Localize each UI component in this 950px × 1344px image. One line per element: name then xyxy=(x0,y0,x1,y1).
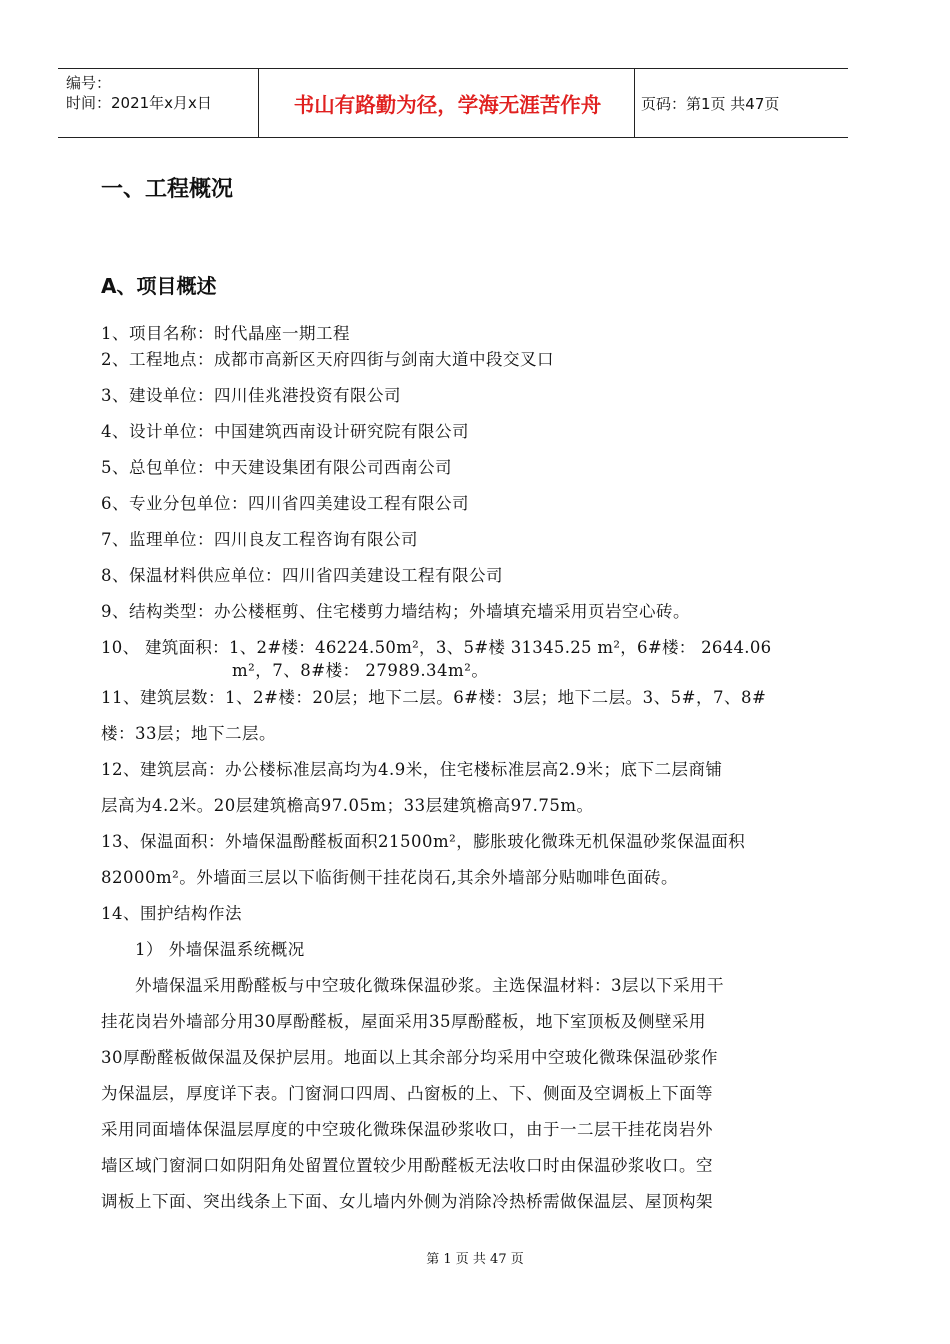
text-line: 为保温层，厚度详下表。门窗洞口四周、凸窗板的上、下、侧面及空调板上下面等 xyxy=(101,1084,713,1103)
text-line: 墙区域门窗洞口如阴阳角处留置位置较少用酚醛板无法收口时由保温砂浆收口。空 xyxy=(101,1156,713,1175)
number-label: 编号： xyxy=(66,74,112,92)
text-line: 2、工程地点：成都市高新区天府四街与剑南大道中段交叉口 xyxy=(101,350,554,369)
text-line: 11、建筑层数：1、2#楼：20层；地下二层。6#楼：3层；地下二层。3、5#，7、8# xyxy=(101,688,767,707)
header-page-info: 页码：第1页 共47页 xyxy=(641,94,780,113)
text-line: 5、总包单位：中天建设集团有限公司西南公司 xyxy=(101,458,452,477)
page-footer: 第 1 页 共 47 页 xyxy=(426,1252,524,1267)
text-line: 1） 外墙保温系统概况 xyxy=(135,940,305,959)
text-line: 1、项目名称：时代晶座一期工程 xyxy=(101,324,350,343)
header-motto: 书山有路勤为径，学海无涯苦作舟 xyxy=(293,93,602,117)
text-line: 楼：33层；地下二层。 xyxy=(101,724,276,743)
text-line: 14、围护结构作法 xyxy=(101,904,242,923)
text-line: 82000m²。外墙面三层以下临街侧干挂花岗石,其余外墙部分贴咖啡色面砖。 xyxy=(101,868,678,887)
text-line: 30厚酚醛板做保温及保护层用。地面以上其余部分均采用中空玻化微珠保温砂浆作 xyxy=(101,1048,718,1067)
text-line: 8、保温材料供应单位：四川省四美建设工程有限公司 xyxy=(101,566,503,585)
text-line: 挂花岗岩外墙部分用30厚酚醛板，屋面采用35厚酚醛板，地下室顶板及侧壁采用 xyxy=(101,1012,706,1031)
time-label: 时间：2021年x月x日 xyxy=(66,94,212,112)
text-line: 调板上下面、突出线条上下面、女儿墙内外侧为消除冷热桥需做保温层、屋顶构架 xyxy=(101,1192,713,1211)
header-meta xyxy=(66,73,212,113)
header-divider xyxy=(634,69,635,137)
text-line: 3、建设单位：四川佳兆港投资有限公司 xyxy=(101,386,401,405)
text-line: m²，7、8#楼： 27989.34m²。 xyxy=(232,661,489,680)
text-line: 层高为4.2米。20层建筑檐高97.05m；33层建筑檐高97.75m。 xyxy=(101,796,594,815)
text-line: 4、设计单位：中国建筑西南设计研究院有限公司 xyxy=(101,422,469,441)
subsection-title: A、项目概述 xyxy=(101,274,217,298)
text-line: 10、 建筑面积：1、2#楼：46224.50m²，3、5#楼 31345.25 m²，6#楼： 2644.06 xyxy=(101,638,772,657)
header-divider xyxy=(258,69,259,137)
text-line: 7、监理单位：四川良友工程咨询有限公司 xyxy=(101,530,418,549)
text-line: 采用同面墙体保温层厚度的中空玻化微珠保温砂浆收口，由于一二层干挂花岗岩外 xyxy=(101,1120,713,1139)
text-line: 6、专业分包单位：四川省四美建设工程有限公司 xyxy=(101,494,469,513)
text-line: 9、结构类型：办公楼框剪、住宅楼剪力墙结构；外墙填充墙采用页岩空心砖。 xyxy=(101,602,690,621)
page-header xyxy=(58,68,848,138)
section-title: 一、工程概况 xyxy=(101,177,234,202)
text-line: 外墙保温采用酚醛板与中空玻化微珠保温砂浆。主选保温材料：3层以下采用干 xyxy=(135,976,724,995)
text-line: 12、建筑层高：办公楼标准层高均为4.9米，住宅楼标准层高2.9米；底下二层商铺 xyxy=(101,760,723,779)
text-line: 13、保温面积：外墙保温酚醛板面积21500m²，膨胀玻化微珠无机保温砂浆保温面积 xyxy=(101,832,746,851)
